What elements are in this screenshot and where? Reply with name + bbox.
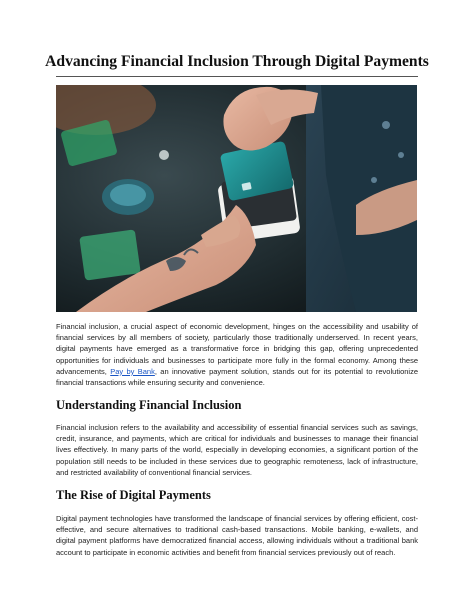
section-paragraph-understanding: Financial inclusion refers to the availability and accessibility of essential financial services such as savings, credit, insurance, and payments, which are critical for individuals and businesses to manage their financial lives effectively. In many parts of the world, especially in developing economies, a significant portion of the population still needs to be included in these services due to geographic remoteness, lack of infrastructure, and restricted availability of conventional financial services. (56, 423, 418, 477)
section-heading-understanding: Understanding Financial Inclusion (56, 398, 242, 412)
intro-text-before-link: Financial inclusion, a crucial aspect of economic development, hinges on the accessibility and usability of financial services by all members of society, particularly those traditionally underserved. In recent years, digital payments have emerged as a transformative force in bridging this gap, offering unprecedented opportunities for individuals and businesses to participate more fully in the formal economy. Among these advancements, (56, 322, 418, 376)
card-tap-illustration (56, 85, 417, 312)
intro-text-after-link: , an innovative payment solution, stands out for its potential to revolutionize financial transactions while ensuring security and convenience. (56, 366, 418, 388)
pay-by-bank-link[interactable]: Pay by Bank (110, 366, 155, 376)
intro-paragraph (56, 321, 418, 388)
section-paragraph-rise: Digital payment technologies have transformed the landscape of financial services by offering efficient, cost-effective, and secure alternatives to traditional cash-based transactions. Mobile banking, e-wallets, and digital payment platforms have democratized financial access, allowing individuals without a traditional bank account to participate in economic activities and benefit from financial services previously out of reach. (56, 514, 418, 557)
section-heading-rise: The Rise of Digital Payments (56, 488, 211, 502)
hero-photo-card-payment (56, 85, 417, 312)
document-title: Advancing Financial Inclusion Through Digital Payments (45, 53, 429, 70)
title-divider (56, 76, 418, 77)
